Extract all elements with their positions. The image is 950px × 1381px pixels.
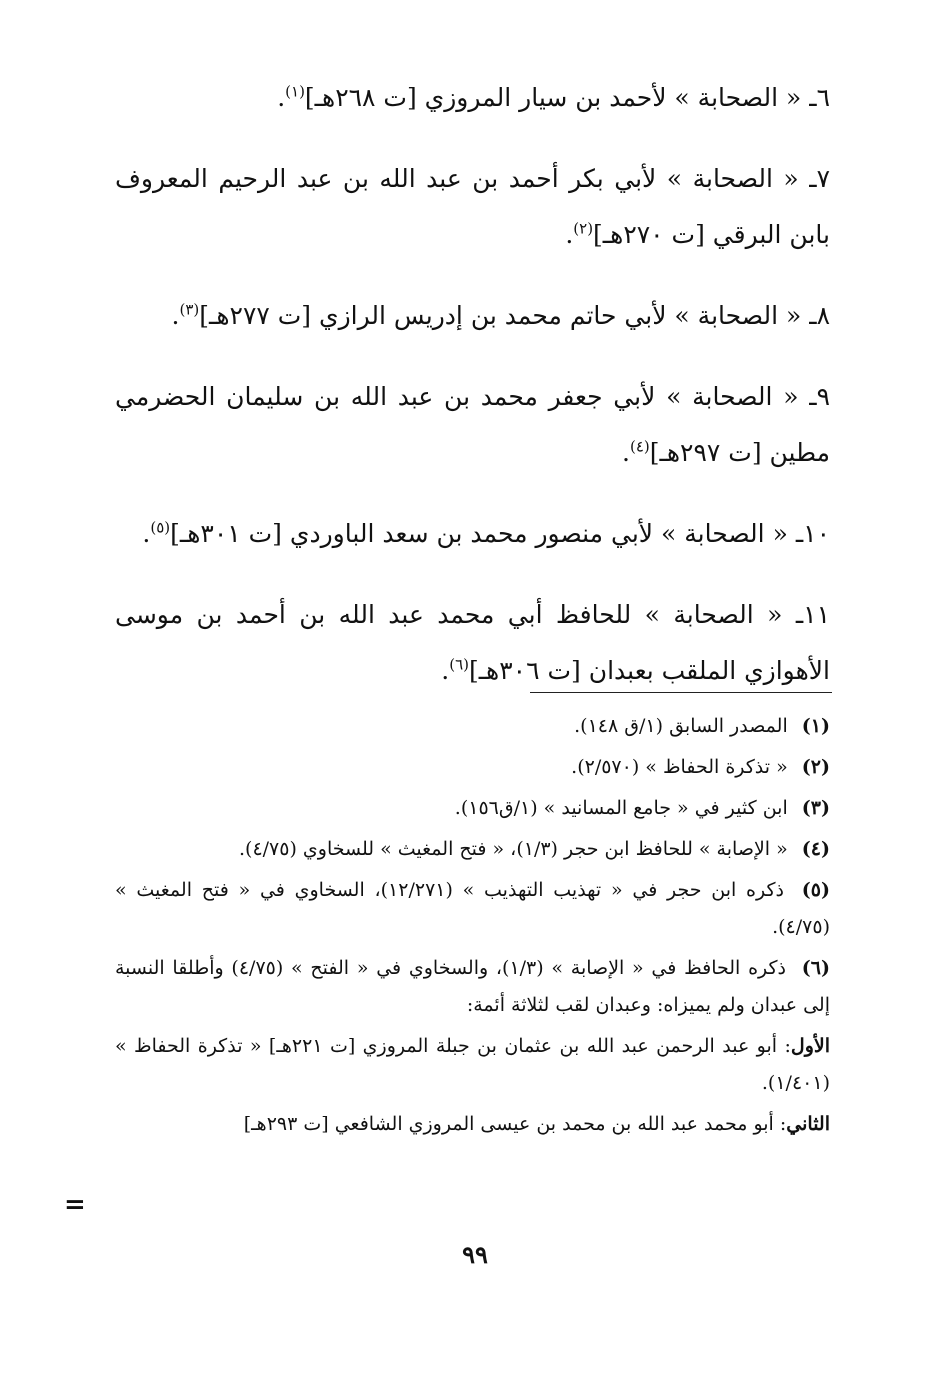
footnote-ref[interactable]: (٢) <box>573 219 594 238</box>
footnote-text: « تذكرة الحفاظ » (٢/٥٧٠). <box>571 756 788 778</box>
entry-text: « الصحابة » لأبي منصور محمد بن سعد الباوردي [ت ٣٠١هـ] <box>170 519 788 548</box>
continuation-mark: = <box>64 1190 84 1220</box>
list-item: ٧ـ « الصحابة » لأبي بكر أحمد بن عبد الله بن عبد الرحيم المعروف بابن البرقي [ت ٢٧٠هـ]$^{(٢)}$. <box>115 164 830 249</box>
list-item: ١٠ـ « الصحابة » لأبي منصور محمد بن سعد الباوردي [ت ٣٠١هـ]$^{(٥)}$. <box>142 518 830 548</box>
footnote-number: (٣) <box>801 797 830 819</box>
footnote-ref[interactable]: (٤) <box>630 437 650 456</box>
subitem-text: : أبو عبد الرحمن عبد الله بن عثمان بن جبلة المروزي [ت ٢٢١هـ] « تذكرة الحفاظ » (١/٤٠١). <box>115 1035 830 1094</box>
footnote-subitem <box>115 1106 830 1143</box>
list-item: ٨ـ « الصحابة » لأبي حاتم محمد بن إدريس الرازي [ت ٢٧٧هـ]$^{(٣)}$. <box>171 300 830 330</box>
entry-text: « الصحابة » للحافظ أبي محمد عبد الله بن أحمد بن موسى الأهوازي الملقب بعبدان [ت ٣٠٦هـ] <box>115 600 830 685</box>
main-text <box>115 70 830 705</box>
footnote-number: (١) <box>801 715 830 737</box>
subitem-label: الثاني <box>786 1113 830 1135</box>
footnote-number: (٦) <box>801 957 830 979</box>
entry-text: « الصحابة » لأحمد بن سيار المروزي [ت ٢٦٨هـ] <box>304 83 802 112</box>
footnote-number: (٥) <box>801 879 830 901</box>
page-number: ٩٩ <box>462 1240 488 1269</box>
footnote-number: (٢) <box>801 756 830 778</box>
subitem-text: : أبو محمد عبد الله بن محمد بن عيسى المروزي الشافعي [ت ٢٩٣هـ] <box>243 1113 787 1135</box>
footnote-text: ابن كثير في « جامع المسانيد » (١/ق١٥٦). <box>454 797 788 819</box>
footnote <box>115 831 830 868</box>
footnote-ref[interactable]: (٥) <box>150 518 171 537</box>
footnote <box>115 872 830 946</box>
footnote <box>115 749 830 786</box>
footnote-text: المصدر السابق (١/ق ١٤٨). <box>574 715 788 737</box>
footnote-ref[interactable]: (١) <box>285 82 305 101</box>
entry-text: « الصحابة » لأبي بكر أحمد بن عبد الله بن عبد الرحيم المعروف بابن البرقي [ت ٢٧٠هـ] <box>115 164 830 249</box>
list-item: ٩ـ « الصحابة » لأبي جعفر محمد بن عبد الله بن سليمان الحضرمي مطين [ت ٢٩٧هـ]$^{(٤)}$. <box>115 382 830 467</box>
footnote-number: (٤) <box>801 838 830 860</box>
footnote-divider <box>530 692 832 693</box>
entry-text: « الصحابة » لأبي جعفر محمد بن عبد الله بن سليمان الحضرمي مطين [ت ٢٩٧هـ] <box>115 382 830 467</box>
footnote <box>115 950 830 1024</box>
footnote-text: ذكره ابن حجر في « تهذيب التهذيب » (١٢/٢٧١)، السخاوي في « فتح المغيث » (٤/٧٥). <box>115 879 830 938</box>
subitem-label: الأول <box>790 1035 830 1057</box>
footnote-subitem <box>115 1028 830 1102</box>
footnote <box>115 790 830 827</box>
footnote-text: « الإصابة » للحافظ ابن حجر (١/٣)، « فتح المغيث » للسخاوي (٤/٧٥). <box>238 838 788 860</box>
footnote <box>115 708 830 745</box>
list-item: ٦ـ « الصحابة » لأحمد بن سيار المروزي [ت ٢٦٨هـ]$^{(١)}$. <box>277 82 830 112</box>
footnote-ref[interactable]: (٣) <box>179 300 200 319</box>
list-item: ١١ـ « الصحابة » للحافظ أبي محمد عبد الله بن أحمد بن موسى الأهوازي الملقب بعبدان [ت ٣٠٦هـ]$^{(٦)}$. <box>115 600 830 685</box>
footnote-ref[interactable]: (٦) <box>449 655 469 674</box>
footnotes <box>115 708 830 1147</box>
footnote-text: ذكره الحافظ في « الإصابة » (١/٣)، والسخاوي في « الفتح » (٤/٧٥) وأطلقا النسبة إلى عبدان ولم يميزاه: وعبدان لقب لثلاثة أئمة: <box>115 957 830 1016</box>
entry-text: « الصحابة » لأبي حاتم محمد بن إدريس الرازي [ت ٢٧٧هـ] <box>199 301 802 330</box>
